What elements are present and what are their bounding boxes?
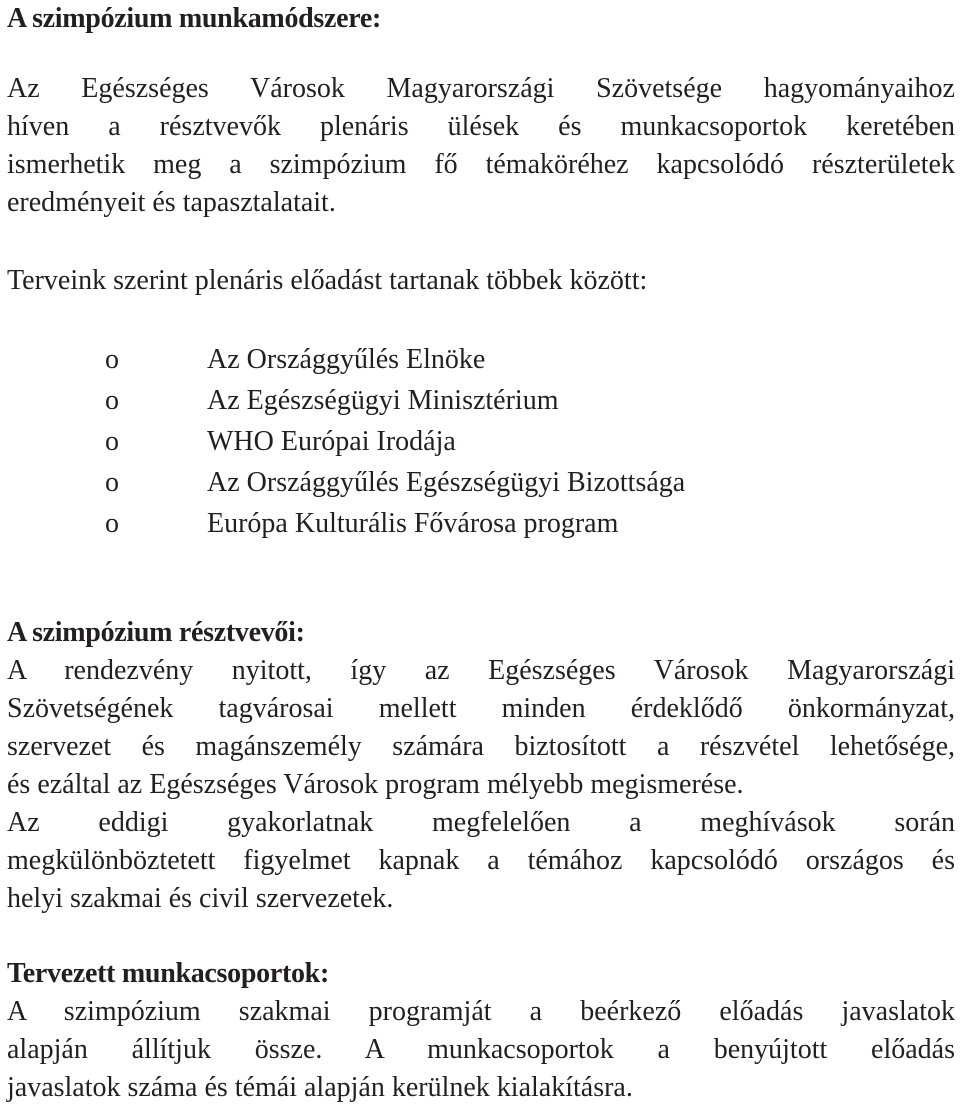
list-item-text: Európa Kulturális Fővárosa program	[207, 508, 619, 539]
paragraph-line: eredményeit és tapasztalatait.	[7, 187, 336, 218]
paragraph-line: híven a résztvevők plenáris ülések és munkacsoportok keretében	[7, 111, 955, 142]
section-heading-methodology: A szimpózium munkamódszere:	[7, 3, 382, 34]
bullet-icon: o	[105, 344, 119, 375]
bullet-icon: o	[105, 426, 119, 457]
paragraph-line: javaslatok száma és témái alapján kerülnek kialakításra.	[7, 1072, 633, 1103]
bullet-icon: o	[105, 385, 119, 416]
paragraph-line: és ezáltal az Egészséges Városok program mélyebb megismerése.	[7, 769, 744, 800]
paragraph-line: szervezet és magánszemély számára biztosított a részvétel lehetősége,	[7, 731, 955, 762]
paragraph-line: A rendezvény nyitott, így az Egészséges Városok Magyarországi	[7, 655, 955, 686]
paragraph-line: ismerhetik meg a szimpózium fő témaköréhez kapcsolódó részterületek	[7, 149, 955, 180]
methodology-paragraph	[7, 70, 955, 222]
participants-section	[7, 614, 955, 918]
workgroups-section	[7, 955, 955, 1107]
paragraph-line: Az Egészséges Városok Magyarországi Szövetsége hagyományaihoz	[7, 73, 955, 104]
paragraph-line: Az eddigi gyakorlatnak megfelelően a meghívások során	[7, 807, 955, 838]
list-item-text: Az Országgyűlés Elnöke	[207, 344, 486, 375]
bullet-icon: o	[105, 508, 119, 539]
bullet-icon: o	[105, 467, 119, 498]
list-item-text: WHO Európai Irodája	[207, 426, 456, 457]
list-item-text: Az Országgyűlés Egészségügyi Bizottsága	[207, 467, 686, 498]
paragraph-line: helyi szakmai és civil szervezetek.	[7, 883, 394, 914]
paragraph-line: Szövetségének tagvárosai mellett minden érdeklődő önkormányzat,	[7, 693, 955, 724]
section-heading-workgroups: Tervezett munkacsoportok:	[7, 958, 329, 989]
plenary-intro: Terveink szerint plenáris előadást tartanak többek között:	[7, 265, 648, 296]
paragraph-line: A szimpózium szakmai programját a beérkező előadás javaslatok	[7, 996, 955, 1027]
list-item-text: Az Egészségügyi Minisztérium	[207, 385, 559, 416]
section-heading-participants: A szimpózium résztvevői:	[7, 617, 305, 648]
paragraph-line: megkülönböztetett figyelmet kapnak a témához kapcsolódó országos és	[7, 845, 955, 876]
paragraph-line: alapján állítjuk össze. A munkacsoportok a benyújtott előadás	[7, 1034, 955, 1065]
